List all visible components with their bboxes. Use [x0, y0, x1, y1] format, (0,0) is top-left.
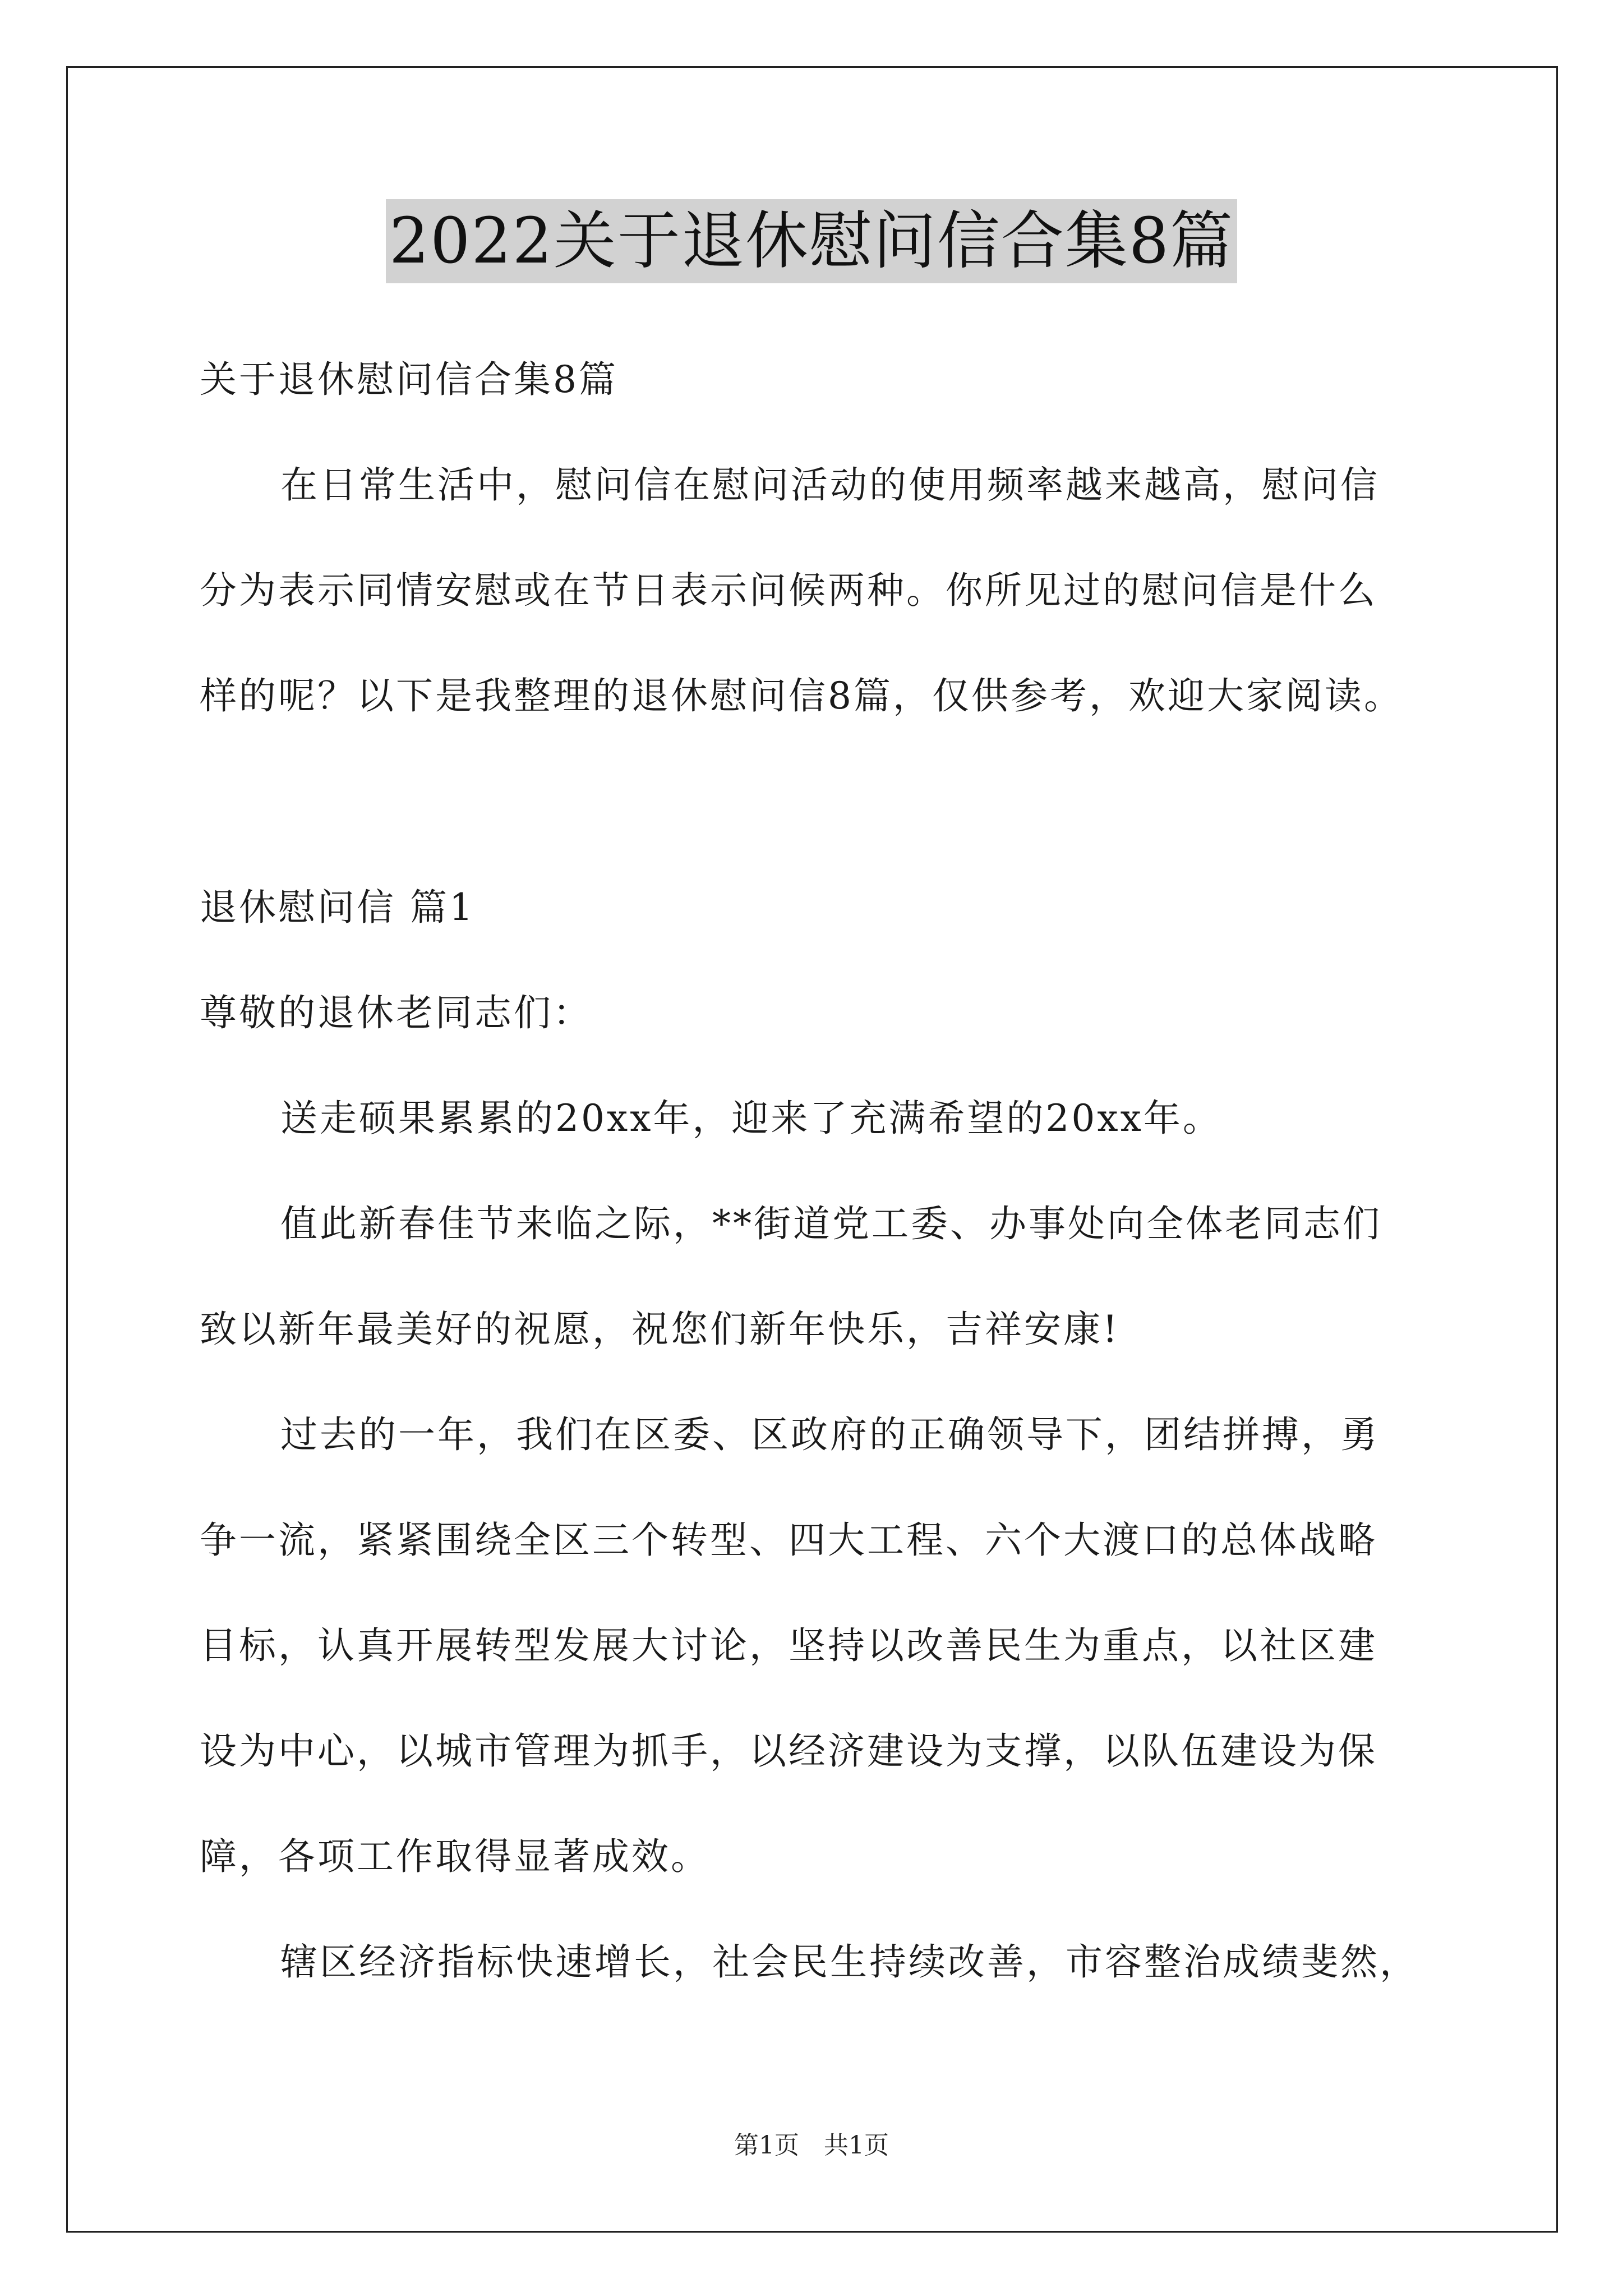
section-heading: 退休慰问信 篇1	[200, 886, 475, 929]
body-line: 辖区经济指标快速增长，社会民生持续改善，市容整治成绩斐然，	[280, 1940, 1419, 1984]
body-line: 致以新年最美好的祝愿，祝您们新年快乐，吉祥安康!	[200, 1308, 1120, 1351]
intro-line: 分为表示同情安慰或在节日表示问候两种。你所见过的慰问信是什么	[200, 569, 1377, 612]
title-container	[0, 199, 1623, 283]
intro-line: 样的呢？以下是我整理的退休慰问信8篇，仅供参考，欢迎大家阅读。	[200, 674, 1403, 717]
document-title: 2022关于退休慰问信合集8篇	[386, 199, 1237, 283]
body-line: 争一流，紧紧围绕全区三个转型、四大工程、六个大渡口的总体战略	[200, 1519, 1377, 1562]
document-subtitle: 关于退休慰问信合集8篇	[200, 358, 618, 401]
body-line: 值此新春佳节来临之际，**街道党工委、办事处向全体老同志们	[280, 1202, 1382, 1245]
body-line: 障，各项工作取得显著成效。	[200, 1835, 710, 1878]
intro-line: 在日常生活中，慰问信在慰问活动的使用频率越来越高，慰问信	[280, 463, 1380, 507]
page-footer: 第1页 共1页	[734, 2131, 889, 2160]
body-line: 过去的一年，我们在区委、区政府的正确领导下，团结拼搏，勇	[280, 1413, 1380, 1456]
body-line: 送走硕果累累的20xx年，迎来了充满希望的20xx年。	[280, 1097, 1222, 1140]
body-line: 目标，认真开展转型发展大讨论，坚持以改善民生为重点，以社区建	[200, 1624, 1377, 1667]
body-line: 设为中心，以城市管理为抓手，以经济建设为支撑，以队伍建设为保	[200, 1729, 1377, 1773]
salutation: 尊敬的退休老同志们：	[200, 991, 592, 1034]
